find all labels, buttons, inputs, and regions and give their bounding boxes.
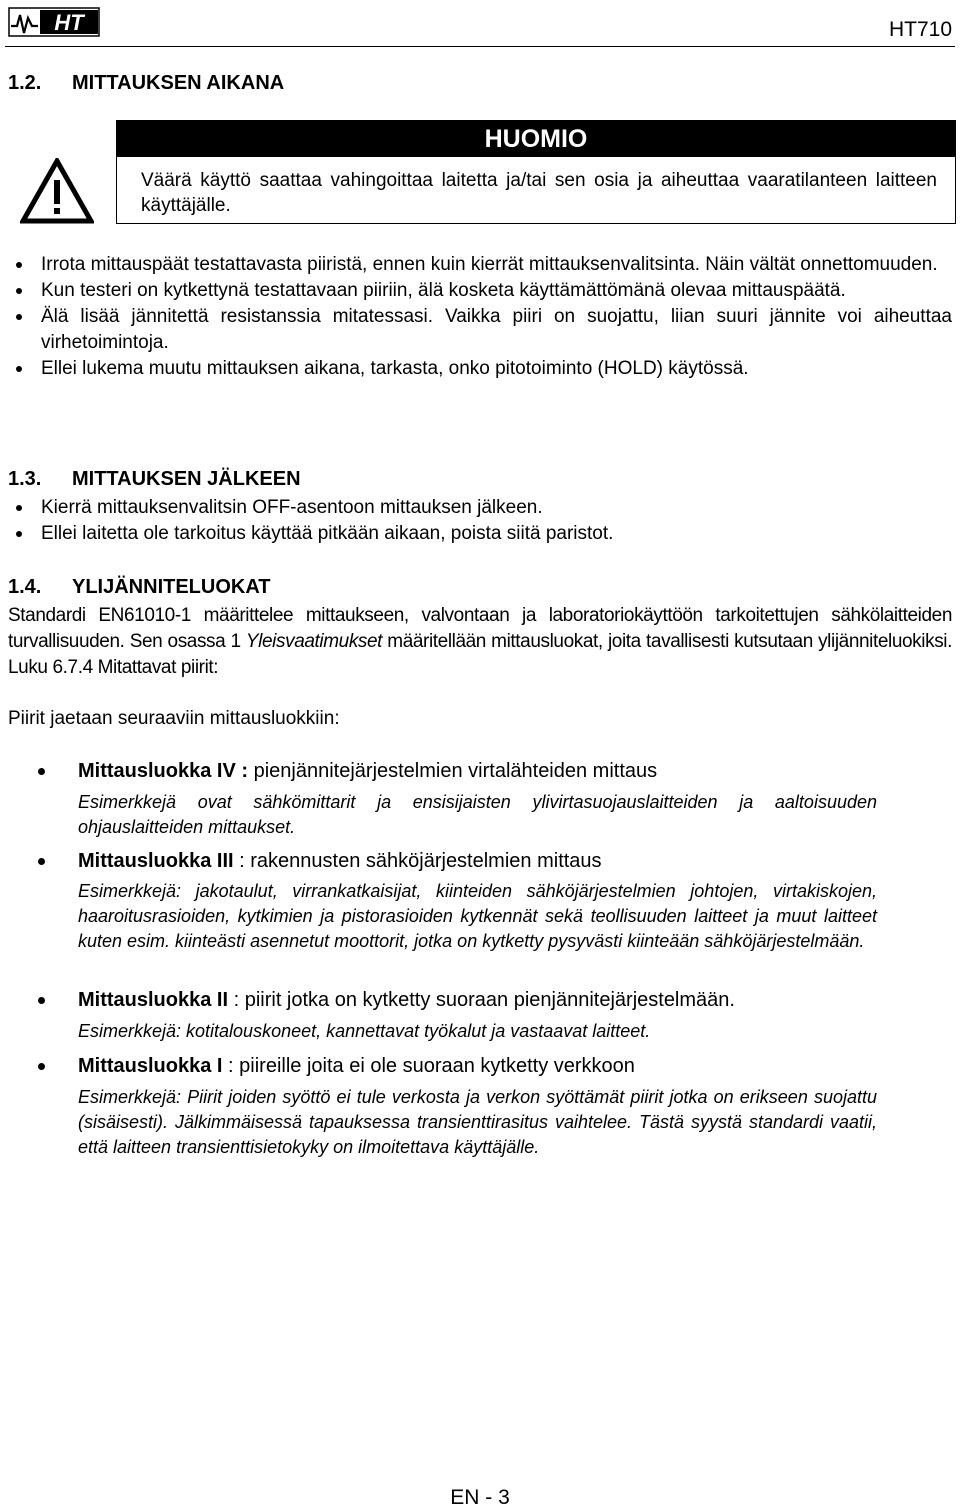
section-number: 1.4. xyxy=(8,576,42,598)
list-item: Kierrä mittauksenvalitsin OFF-asentoon mittauksen jälkeen. xyxy=(8,495,952,521)
category-item xyxy=(0,987,955,1044)
paragraph-text: Standardi EN61010-1 määrittelee mittaukseen, valvontaan ja laboratoriokäyttöön tarkoitettujen sähkölaitteiden turvallisuuden. Sen osassa 1 xyxy=(8,605,952,652)
warning-text: Väärä käyttö saattaa vahingoittaa laitetta ja/tai sen osia ja aiheuttaa vaaratilanteen laitteen käyttäjälle. xyxy=(141,170,937,216)
category-example: Esimerkkejä: jakotaulut, virrankatkaisijat, kiinteiden sähköjärjestelmien johtojen, virtakiskojen, haaroitusrasioiden, kytkimien ja pistorasioiden kytkennät sekä teollisuuden laitteet ja muut laitteet kuten esim. kiinteästi asennetut moottorit, jotka on kytketty pysyvästi kiinteään sähköjärjestelmään. xyxy=(78,881,877,951)
list-item: Älä lisää jännitettä resistanssia mitatessasi. Vaikka piiri on suojattu, liian suuri jännite voi aiheuttaa virhetoimintoja. xyxy=(8,304,952,356)
category-example: Esimerkkejä ovat sähkömittarit ja ensisijaisten ylivirtasuojauslaitteiden ja aaltoisuuden ohjauslaitteiden mittaukset. xyxy=(78,792,877,837)
warning-box xyxy=(116,120,956,224)
header-divider xyxy=(5,46,955,47)
category-heading xyxy=(0,848,955,874)
page-number: EN - 3 xyxy=(450,1486,510,1509)
category-intro: Piirit jaetaan seuraaviin mittausluokkiin: xyxy=(8,708,340,729)
category-name: Mittausluokka III xyxy=(78,850,234,872)
section-1-2-heading xyxy=(8,72,284,95)
page-header xyxy=(0,0,960,48)
section-1-3-heading xyxy=(8,468,301,491)
category-heading xyxy=(0,987,955,1013)
category-name: Mittausluokka IV : xyxy=(78,760,249,782)
category-example: Esimerkkejä: Piirit joiden syöttö ei tule verkosta ja verkon syöttämät piirit jotka on erikseen suojattu (sisäisesti). Jälkimmäisessä tapauksessa transienttirasitus vaihtelee. Tästä syystä standardi vaatii, että laitteen transienttisietokyky on ilmoitettava käyttäjälle. xyxy=(78,1087,877,1157)
category-desc: : piirit jotka on kytketty suoraan pienjännitejärjestelmään. xyxy=(228,989,735,1011)
standard-paragraph xyxy=(8,603,952,681)
logo-text: HT xyxy=(54,10,84,35)
section-1-4-heading xyxy=(8,576,271,599)
section-1-2-list xyxy=(8,252,952,382)
category-name: Mittausluokka I xyxy=(78,1055,223,1077)
category-item xyxy=(0,1053,955,1160)
category-desc: pienjännitejärjestelmien virtalähteiden mittaus xyxy=(248,760,658,782)
section-title: YLIJÄNNITELUOKAT xyxy=(72,576,271,598)
category-item xyxy=(0,758,955,840)
category-name: Mittausluokka II xyxy=(78,989,229,1011)
warning-title: HUOMIO xyxy=(117,121,955,157)
section-1-3-list xyxy=(8,495,952,547)
list-item: Ellei laitetta ole tarkoitus käyttää pitkään aikaan, poista siitä paristot. xyxy=(8,521,952,547)
category-item xyxy=(0,848,955,954)
list-item: Kun testeri on kytkettynä testattavaan piiriin, älä kosketa käyttämättömänä olevaa mittauspäätä. xyxy=(8,278,952,304)
model-label: HT710 xyxy=(888,18,952,41)
category-heading xyxy=(0,1053,955,1079)
category-example: Esimerkkejä: kotitalouskoneet, kannettavat työkalut ja vastaavat laitteet. xyxy=(78,1021,651,1041)
section-number: 1.2. xyxy=(8,72,42,94)
list-item: Ellei lukema muutu mittauksen aikana, tarkasta, onko pitotoiminto (HOLD) käytössä. xyxy=(8,356,952,382)
category-desc: : piireille joita ei ole suoraan kytketty verkkoon xyxy=(222,1055,635,1077)
category-heading xyxy=(0,758,955,784)
section-title: MITTAUKSEN AIKANA xyxy=(72,72,285,94)
section-title: MITTAUKSEN JÄLKEEN xyxy=(72,468,301,490)
paragraph-italic: Yleisvaatimukset xyxy=(245,631,383,652)
list-item: Irrota mittauspäät testattavasta piiristä, ennen kuin kierrät mittauksenvalitsinta. Näin vältät onnettomuuden. xyxy=(8,252,952,278)
ht-logo xyxy=(8,6,100,38)
paragraph-text: määritellään mittausluokat, joita tavallisesti kutsutaan ylijänniteluokiksi. Luku 6.7.4 Mitattavat piirit: xyxy=(8,631,952,678)
section-number: 1.3. xyxy=(8,468,42,490)
warning-triangle-icon xyxy=(20,158,94,224)
category-desc: : rakennusten sähköjärjestelmien mittaus xyxy=(233,850,602,872)
